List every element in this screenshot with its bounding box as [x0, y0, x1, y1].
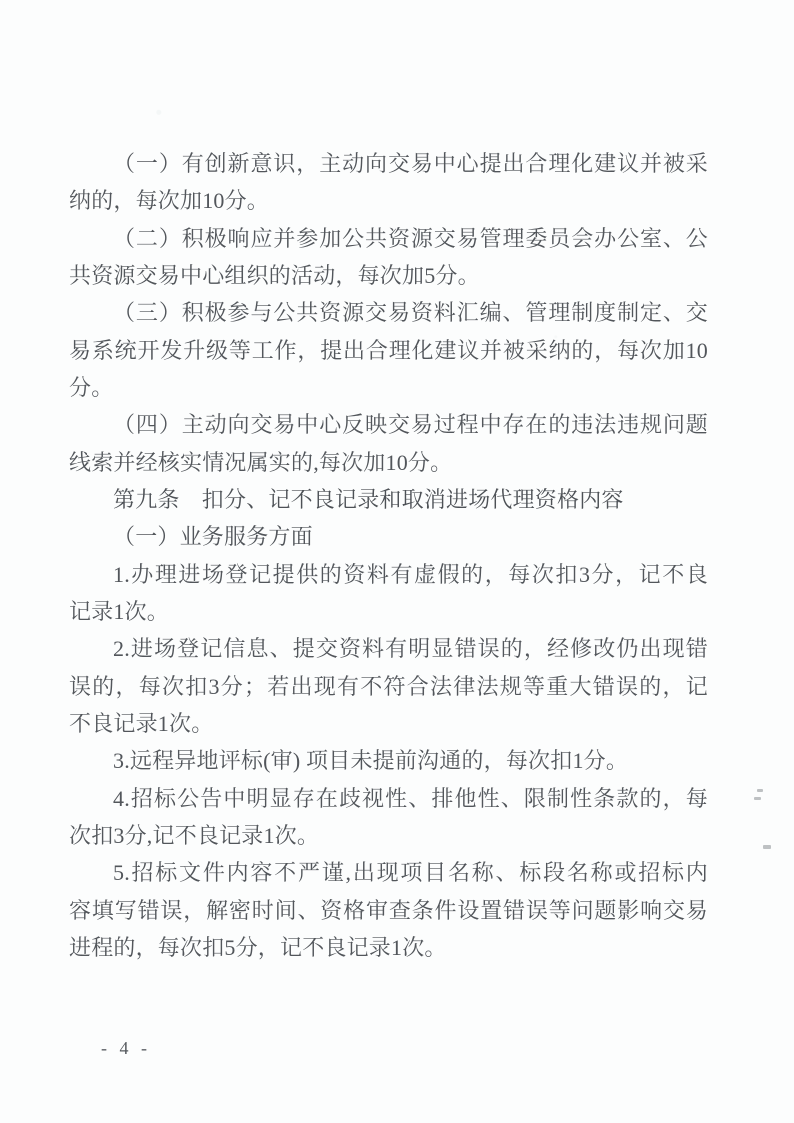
bonus-item-1-line: 纳的，每次加10分。 — [69, 188, 270, 214]
bonus-item-2-line: （二）积极响应并参加公共资源交易管理委员会办公室、公 — [113, 225, 708, 251]
deduction-item-4 — [69, 780, 708, 855]
deduction-item-2-line: 误的，每次扣3分；若出现有不符合法律法规等重大错误的，记 — [69, 673, 708, 699]
deduction-item-1 — [69, 556, 708, 631]
bonus-item-2-line: 共资源交易中心组织的活动，每次加5分。 — [69, 262, 480, 288]
deduction-item-5-line: 容填写错误，解密时间、资格审查条件设置错误等问题影响交易 — [69, 897, 708, 923]
scan-speck — [763, 845, 771, 849]
deduction-item-2-line: 不良记录1次。 — [69, 710, 214, 736]
deduction-item-5-line: 5.招标文件内容不严谨,出现项目名称、标段名称或招标内 — [113, 860, 708, 886]
deduction-item-5-line: 进程的，每次扣5分，记不良记录1次。 — [69, 934, 447, 960]
bonus-item-4 — [69, 406, 708, 481]
scan-speck — [757, 789, 763, 792]
section-1-business-service-line: （一）业务服务方面 — [113, 524, 313, 550]
article-9-heading-line: 第九条 扣分、记不良记录和取消进场代理资格内容 — [113, 486, 624, 512]
deduction-item-4-line: 4.招标公告中明显存在歧视性、排他性、限制性条款的，每 — [113, 785, 708, 811]
deduction-item-1-line: 记录1次。 — [69, 598, 170, 624]
bonus-item-3 — [69, 294, 708, 406]
bonus-item-1 — [69, 145, 708, 220]
page-number: - 4 - — [101, 1038, 151, 1058]
bonus-item-4-line: 线索并经核实情况属实的,每次加10分。 — [69, 449, 453, 475]
deduction-item-4-line: 次扣3分,记不良记录1次。 — [69, 822, 320, 848]
deduction-item-1-line: 1.办理进场登记提供的资料有虚假的，每次扣3分，记不良 — [113, 561, 708, 587]
deduction-item-2 — [69, 630, 708, 742]
bonus-item-3-line: 易系统开发升级等工作，提出合理化建议并被采纳的，每次加10 — [69, 337, 708, 363]
deduction-item-3-line: 3.远程异地评标(审) 项目未提前沟通的，每次扣1分。 — [113, 748, 629, 774]
bonus-item-2 — [69, 220, 708, 295]
deduction-item-5 — [69, 854, 708, 966]
section-1-business-service — [69, 518, 708, 555]
article-9-heading — [69, 481, 708, 518]
document-body — [69, 145, 708, 966]
bonus-item-3-line: 分。 — [69, 374, 114, 400]
bonus-item-4-line: （四）主动向交易中心反映交易过程中存在的违法违规问题 — [113, 412, 708, 438]
scan-speck — [754, 797, 761, 800]
deduction-item-3 — [69, 742, 708, 779]
bonus-item-1-line: （一）有创新意识，主动向交易中心提出合理化建议并被采 — [113, 151, 708, 176]
deduction-item-2-line: 2.进场登记信息、提交资料有明显错误的，经修改仍出现错 — [113, 636, 708, 662]
bonus-item-3-line: （三）积极参与公共资源交易资料汇编、管理制度制定、交 — [113, 300, 708, 326]
